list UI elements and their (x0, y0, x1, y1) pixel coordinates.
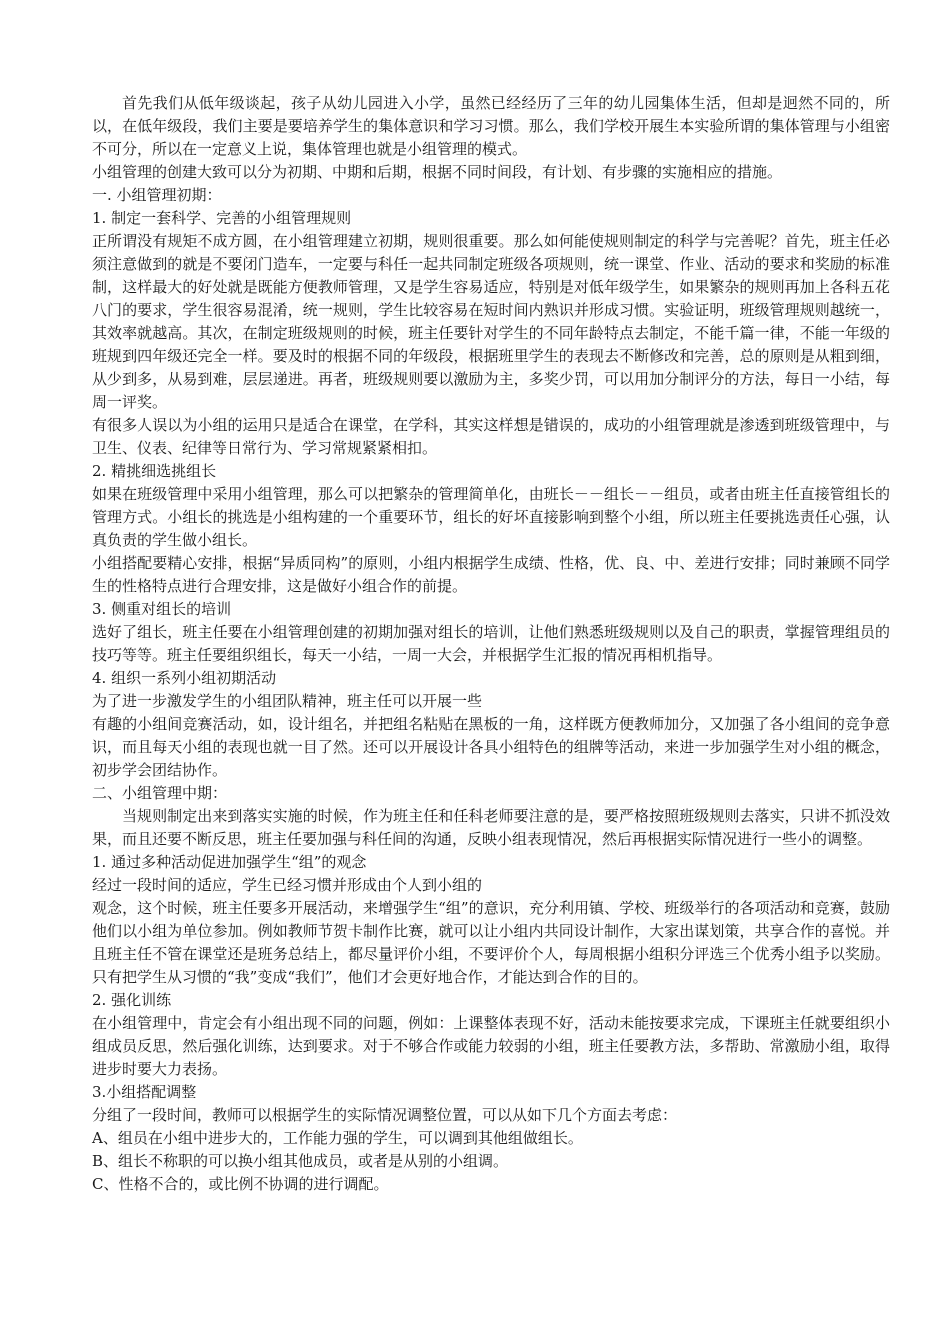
paragraph: 1. 通过多种活动促进加强学生“组”的观念 (92, 853, 367, 871)
paragraph: 2. 强化训练 (92, 991, 172, 1009)
paragraph: 有趣的小组间竞赛活动，如，设计组名，并把组名粘贴在黑板的一角，这样既方便教师加分，又加强了各小组间的竞争意识，而且每天小组的表现也就一目了然。还可以开展设计各具小组特色的组牌等活动，来进一步加强学生对小组的概念，初步学会团结协作。 (92, 715, 890, 779)
paragraph: 选好了组长，班主任要在小组管理创建的初期加强对组长的培训，让他们熟悉班级规则以及自己的职责，掌握管理组员的技巧等等。班主任要组织组长，每天一小结，一周一大会，并根据学生汇报的情况再相机指导。 (92, 623, 890, 664)
paragraph: 有很多人误以为小组的运用只是适合在课堂，在学科，其实这样想是错误的，成功的小组管理就是渗透到班级管理中，与卫生、仪表、纪律等日常行为、学习常规紧紧相扣。 (92, 416, 890, 457)
paragraph: 小组管理的创建大致可以分为初期、中期和后期，根据不同时间段，有计划、有步骤的实施相应的措施。 (92, 163, 783, 181)
paragraph: 分组了一段时间，教师可以根据学生的实际情况调整位置，可以从如下几个方面去考虑： (92, 1106, 678, 1124)
paragraph: 3.小组搭配调整 (92, 1083, 197, 1101)
paragraph: 4. 组织一系列小组初期活动 (92, 669, 277, 687)
paragraph: 为了进一步激发学生的小组团队精神，班主任可以开展一些 (92, 692, 483, 710)
paragraph: 二、小组管理中期： (92, 784, 228, 802)
paragraph: 1. 制定一套科学、完善的小组管理规则 (92, 209, 352, 227)
paragraph: 观念，这个时候，班主任要多开展活动，来增强学生“组”的意识，充分利用镇、学校、班级举行的各项活动和竞赛，鼓励他们以小组为单位参加。例如教师节贺卡制作比赛，就可以让小组内共同设计制作，大家出谋划策，共享合作的喜悦。并且班主任不管在课堂还是班务总结上，都尽量评价小组，不要评价个人，每周根据小组积分评选三个优秀小组予以奖励。只有把学生从习惯的“我”变成“我们”，他们才会更好地合作，才能达到合作的目的。 (92, 899, 890, 986)
paragraph: C、性格不合的，或比例不协调的进行调配。 (92, 1175, 389, 1193)
paragraph: A、组员在小组中进步大的，工作能力强的学生，可以调到其他组做组长。 (92, 1129, 583, 1147)
paragraph: 在小组管理中，肯定会有小组出现不同的问题，例如：上课整体表现不好，活动未能按要求完成，下课班主任就要组织小组成员反思，然后强化训练，达到要求。对于不够合作或能力较弱的小组，班主任要教方法，多帮助、常激励小组，取得进步时要大力表扬。 (92, 1014, 890, 1078)
paragraph: 小组搭配要精心安排，根据“异质同构”的原则，小组内根据学生成绩、性格，优、良、中、差进行安排；同时兼顾不同学生的性格特点进行合理安排，这是做好小组合作的前提。 (92, 554, 890, 595)
paragraph: 当规则制定出来到落实实施的时候，作为班主任和任科老师要注意的是，要严格按照班级规则去落实，只讲不抓没效果，而且还要不断反思，班主任要加强与科任间的沟通，反映小组表现情况，然后再根据实际情况进行一些小的调整。 (92, 807, 890, 848)
paragraph: 如果在班级管理中采用小组管理，那么可以把繁杂的管理简单化，由班长－－组长－－组员，或者由班主任直接管组长的管理方式。小组长的挑选是小组构建的一个重要环节，组长的好坏直接影响到整个小组，所以班主任要挑选责任心强，认真负责的学生做小组长。 (92, 485, 890, 549)
paragraph: 正所谓没有规矩不成方圆，在小组管理建立初期，规则很重要。那么如何能使规则制定的科学与完善呢？首先，班主任必须注意做到的就是不要闭门造车，一定要与科任一起共同制定班级各项规则，统一课堂、作业、活动的要求和奖励的标准制，这样最大的好处就是既能方便教师管理，又是学生容易适应，特别是对低年级学生，如果繁杂的规则再加上各科五花八门的要求，学生很容易混淆，统一规则，学生比较容易在短时间内熟识并形成习惯。实验证明，班级管理规则越统一，其效率就越高。其次，在制定班级规则的时候，班主任要针对学生的不同年龄特点去制定，不能千篇一律，不能一年级的班规到四年级还完全一样。要及时的根据不同的年级段，根据班里学生的表现去不断修改和完善，总的原则是从粗到细，从少到多，从易到难，层层递进。再者，班级规则要以激励为主，多奖少罚，可以用加分制评分的方法，每日一小结，每周一评奖。 (92, 232, 890, 411)
paragraph: 首先我们从低年级谈起，孩子从幼儿园进入小学，虽然已经经历了三年的幼儿园集体生活，但却是迥然不同的，所以，在低年级段，我们主要是要培养学生的集体意识和学习习惯。那么，我们学校开展生本实验所谓的集体管理与小组密不可分，所以在一定意义上说，集体管理也就是小组管理的模式。 (92, 94, 890, 158)
paragraph: B、组长不称职的可以换小组其他成员，或者是从别的小组调。 (92, 1152, 509, 1170)
paragraph: 经过一段时间的适应，学生已经习惯并形成由个人到小组的 (92, 876, 483, 894)
paragraph: 一. 小组管理初期： (92, 186, 222, 204)
paragraph: 2. 精挑细选挑组长 (92, 462, 217, 480)
paragraph: 3. 侧重对组长的培训 (92, 600, 232, 618)
